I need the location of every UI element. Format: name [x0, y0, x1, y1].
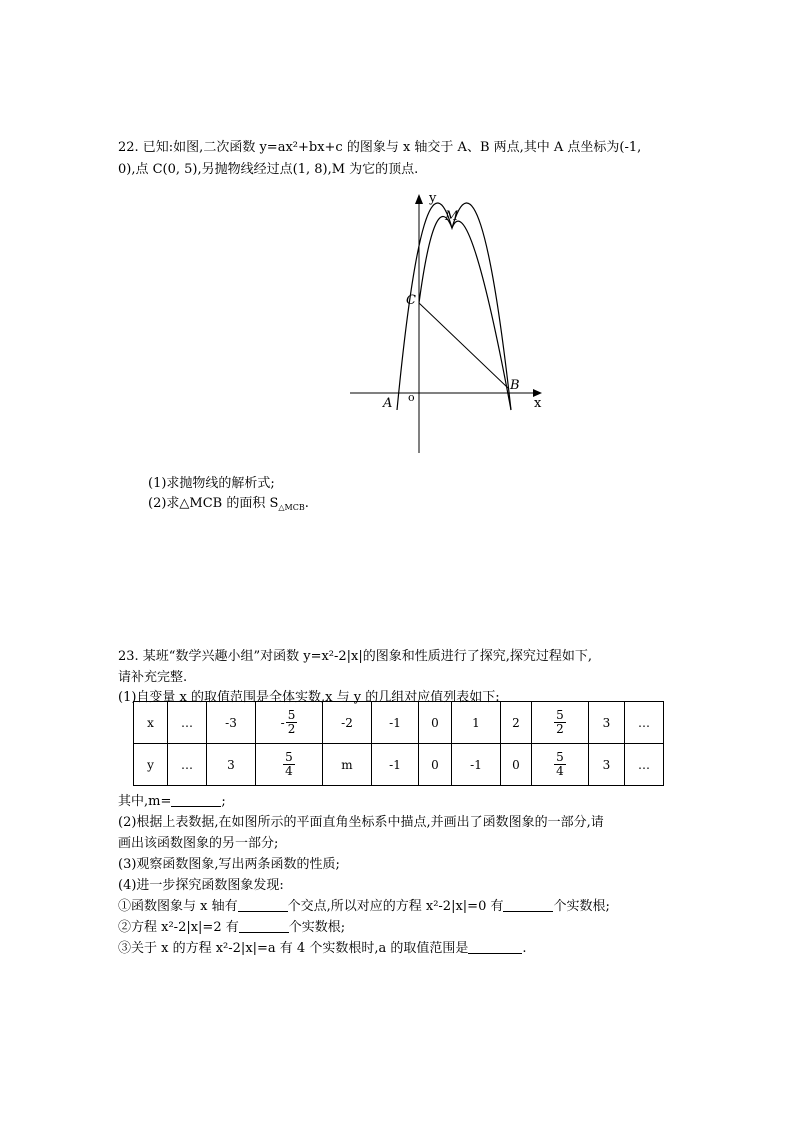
q22-text-line2: 0),点 C(0, 5),另抛物线经过点(1, 8),M 为它的顶点. [118, 162, 419, 177]
table-cell: … [168, 702, 207, 744]
frac-denominator: 2 [287, 722, 296, 736]
table-cell: -1 [372, 702, 419, 744]
frac-denominator: 2 [556, 722, 564, 736]
table-cell: … [625, 744, 664, 786]
q23-text-line2: 请补充完整. [118, 670, 188, 685]
sub1-text-c: 个实数根; [553, 899, 610, 914]
frac-denominator: 4 [285, 764, 293, 778]
root-count-blank-2[interactable] [239, 932, 289, 933]
parabola-curve-inner [419, 217, 511, 410]
m-prefix: 其中,m= [118, 794, 172, 809]
q22-part2-subscript: △MCB [278, 503, 305, 512]
table-cell: 1 [452, 702, 501, 744]
table-cell-fraction [256, 744, 323, 786]
q23-part2-line1: (2)根据上表数据,在如图所示的平面直角坐标系中描点,并画出了函数图象的一部分,请 [118, 815, 604, 830]
table-cell: … [625, 702, 664, 744]
q23-sub3 [118, 937, 527, 956]
table-cell: -1 [372, 744, 419, 786]
frac-numerator: 5 [287, 708, 296, 722]
table-cell: 0 [419, 744, 452, 786]
table-cell: -3 [207, 702, 256, 744]
table-cell: m [323, 744, 372, 786]
sub2-text-b: 个实数根; [288, 920, 346, 935]
q22-part2 [148, 492, 309, 512]
origin-label: o [408, 391, 415, 404]
table-cell: 0 [419, 702, 452, 744]
table-cell: -1 [452, 744, 501, 786]
table-cell: 3 [589, 702, 625, 744]
table-cell: 3 [207, 744, 256, 786]
table-row-y [134, 744, 664, 786]
point-m-label: M [445, 209, 459, 224]
fraction [554, 751, 566, 778]
fraction [286, 709, 298, 736]
q23-sub2 [118, 916, 345, 935]
root-count-blank[interactable] [503, 911, 553, 912]
frac-numerator: 5 [556, 708, 564, 722]
fraction [283, 751, 295, 778]
m-answer-line [118, 790, 226, 809]
m-answer-blank[interactable] [171, 806, 221, 807]
sub3-text-a: ③关于 x 的方程 x²-2|x|=a 有 4 个实数根时,a 的取值范围是 [118, 941, 469, 956]
q22-part2-text: (2)求△MCB 的面积 S [148, 496, 279, 511]
table-cell: -2 [323, 702, 372, 744]
sub3-text-b: . [522, 941, 527, 956]
table-cell: y [134, 744, 168, 786]
y-axis-arrow-icon [415, 194, 423, 204]
a-range-blank[interactable] [468, 953, 522, 954]
fraction [554, 709, 566, 736]
table-cell: 3 [589, 744, 625, 786]
sub2-text-a: ②方程 x²-2|x|=2 有 [118, 920, 239, 935]
q22-part1: (1)求抛物线的解析式; [148, 476, 275, 491]
table-cell-fraction [532, 702, 589, 744]
segment-cb [419, 303, 508, 388]
q23-part4: (4)进一步探究函数图象发现: [118, 878, 284, 893]
value-table [133, 701, 664, 786]
frac-numerator: 5 [556, 750, 564, 764]
point-a-label: A [383, 396, 393, 411]
table-cell-fraction [532, 744, 589, 786]
q23-text-line1: 23. 某班“数学兴趣小组”对函数 y=x²-2|x|的图象和性质进行了探究,探究过程如下, [118, 649, 593, 664]
q23-sub1 [118, 895, 610, 914]
point-b-label: B [510, 378, 520, 393]
table-cell: 2 [501, 702, 532, 744]
parabola-figure [345, 185, 555, 455]
point-c-label: C [406, 293, 416, 308]
table-row-x [134, 702, 664, 744]
intersection-count-blank[interactable] [238, 911, 288, 912]
q22-part2-suffix: . [304, 496, 309, 511]
q23-part3: (3)观察函数图象,写出两条函数的性质; [118, 857, 340, 872]
y-axis-label: y [429, 191, 437, 206]
q22-text-line1: 22. 已知:如图,二次函数 y=ax²+bx+c 的图象与 x 轴交于 A、B 两点,其中 A 点坐标为(-1, [118, 140, 642, 155]
frac-numerator: 5 [285, 750, 293, 764]
sub1-text-a: ①函数图象与 x 轴有 [118, 899, 238, 914]
q23-part1: (1)自变量 x 的取值范围是全体实数,x 与 y 的几组对应值列表如下: [118, 690, 500, 705]
sub1-text-b: 个交点,所以对应的方程 x²-2|x|=0 有 [287, 899, 504, 914]
table-cell: … [168, 744, 207, 786]
table-cell: x [134, 702, 168, 744]
m-suffix: ; [221, 794, 226, 809]
table-cell: 0 [501, 744, 532, 786]
frac-denominator: 4 [556, 764, 564, 778]
x-axis-label: x [534, 396, 542, 411]
q23-part2-line2: 画出该函数图象的另一部分; [118, 836, 279, 851]
table-cell-fraction: - $\frac{5}{2}$ [256, 702, 323, 744]
